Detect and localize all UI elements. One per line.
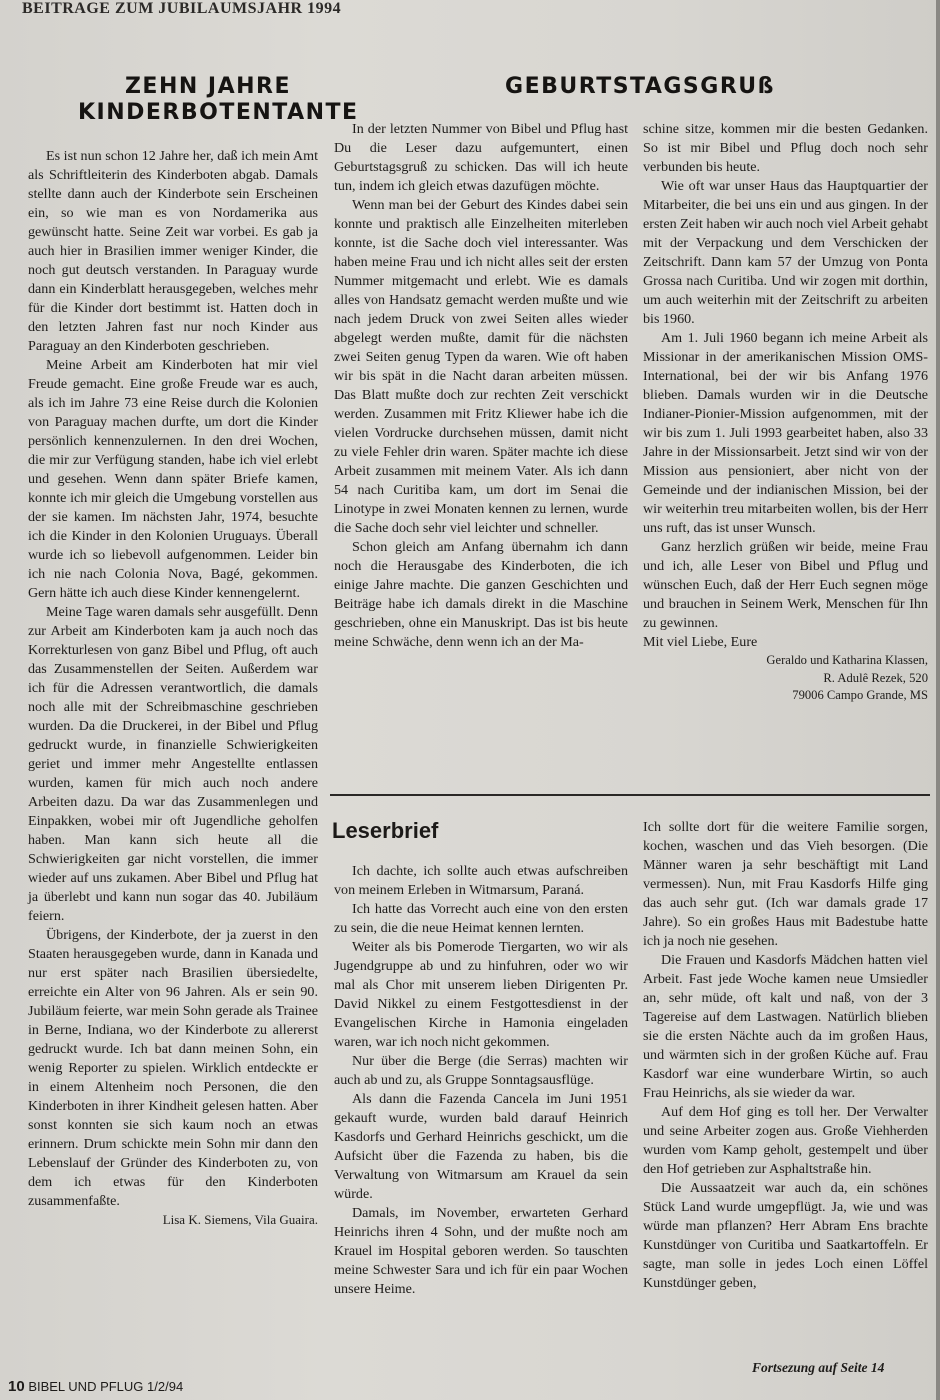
- article1-title: [78, 74, 359, 126]
- article2-paragraph: Am 1. Juli 1960 begann ich meine Arbeit als Missionar in der amerikanischen Mission OMS-International, bei der wir bis Anfang 1976 blieben. Damals wurden wir in die Deutsche Indianer-Pionier-Mission aufgenommen, mit der wir bis zum 1. Juli 1993 gearbeitet haben, also 33 Jahre in der Missionsarbeit. Jetzt sind wir von der Mission aus pensioniert, aber nicht von der Gemeinde und der indianischen Mission, bei der wir weiterhin treu mitarbeiten wollen, bis der Herr uns ruft, das ist unser Wunsch.: [643, 330, 928, 536]
- article2-paragraph: Schon gleich am Anfang übernahm ich dann noch die Herausgabe des Kinderboten, die ich einige Jahre machte. Die ganzen Geschichten und Beiträge habe ich damals direkt in die Maschine geschrieben, ohne ein Manuskript. Das ist bis heute meine Schwäche, denn wenn ich an der Ma-: [334, 539, 628, 650]
- article3-paragraph: Als dann die Fazenda Cancela im Juni 1951 gekauft wurde, wurden bald darauf Heinrich Kasdorfs und Gerhard Heinrichs geschickt, um die Aufsicht über die Fazenda zu haben, bis die Verwaltung von Witmarsum am Krauel da sein würde.: [334, 1091, 628, 1202]
- article1-title-line1: ZEHN JAHRE: [124, 74, 292, 99]
- page-number: 10: [8, 1378, 25, 1395]
- article3-paragraph: Auf dem Hof ging es toll her. Der Verwalter und seine Arbeiter zogen aus. Große Viehherden wurden vom Kamp geholt, gestempelt und über den Hof getrieben zur Asphaltstraße hin.: [643, 1104, 928, 1177]
- article2-signature-line: R. Adulê Rezek, 520: [823, 670, 928, 685]
- article2-paragraph: In der letzten Nummer von Bibel und Pflug hast Du die Leser dazu aufgemuntert, einen Geburtstagsgruß zu schicken. Das will ich heute tun, indem ich gleich etwas dazufügen möchte.: [334, 121, 628, 194]
- article3-paragraph: Nur über die Berge (die Serras) machten wir auch ab und zu, als Gruppe Sonntagsausflüge.: [334, 1053, 628, 1088]
- article2-title: GEBURTSTAGSGRUß: [505, 74, 775, 99]
- article2-paragraph: Ganz herzlich grüßen wir beide, meine Frau und ich, alle Leser von Bibel und Pflug und wünschen Euch, daß der Herr Euch segnen möge und brauchen in Seinem Werk, Menschen für Ihn zu gewinnen.: [643, 539, 928, 631]
- article2-paragraph: Wenn man bei der Geburt des Kindes dabei sein konnte und praktisch alle Einzelheiten miterleben konnte, ist die Sache doch viel interessanter. Was haben meine Frau und ich nicht alles seit der ersten Nummer mitgemacht und erlebt. Wie es damals alles von Handsatz gemacht werden mußte und wie nach jedem Druck von zwei Seiten alles wieder abgelegt werden mußte, damit für die nächsten zwei Seiten genug Typen da waren. Wie oft haben wir bis spät in die Nacht daran arbeiten müssen. Das Blatt mußte doch zur rechten Zeit verschickt werden. Zusammen mit Fritz Kliewer habe ich die vielen Vordrucke durchsehen müssen, damit nicht zu viele Fehler drin waren. Später machte ich diese Arbeit zusammen mit meinem Vater. Als ich dann 54 nach Curitiba kam, um dort im Senai die Linotype in zwei Monaten kennen zu lernen, wurde die Sache doch sehr viel leichter und schneller.: [334, 197, 628, 536]
- article2-paragraph: Wie oft war unser Haus das Hauptquartier der Mitarbeiter, die bei uns ein und aus gingen. In der ersten Zeit haben wir auch noch viel Arbeit gehabt mit der Verpackung und dem Verschicken der Zeitschrift. Dann kam 57 der Umzug von Ponta Grossa nach Curitiba. Und wir zogen mit dorthin, um auch weiterhin mit der Zeitschrift zu arbeiten bis 1960.: [643, 178, 928, 327]
- article2-signature-line: Geraldo und Katharina Klassen,: [766, 653, 928, 667]
- article1-title-line2: KINDERBOTENTANTE: [78, 100, 359, 125]
- issue-number: 1/2/94: [147, 1379, 184, 1394]
- article1-signature: Lisa K. Siemens, Vila Guaira.: [162, 1212, 318, 1227]
- article1-paragraph: Übrigens, der Kinderbote, der ja zuerst in den Staaten herausgegeben wurde, dann in Kanada und nur erst später nach Brasilien übersiedelte, erreichte ein Alter von 96 Jahren. Als er sein 90. Jubiläum feierte, war mein Sohn gerade als Trainee in Berne, Indiana, wo der Kinderbote zu allererst gedruckt wurde. Ich bat dann meinen Sohn, ein wenig Reporter zu spielen. Wirklich entdeckte er in einem Altenheim noch Personen, die den Kinderboten in ihrer Kindheit gelesen hatten. Aber sonst konnten sie sich kaum noch an etwas erinnern. Drum schickte mein Sohn mir dann den Lebenslauf der Gründer des Kinderboten zu, von dem ich etwas für den Kinderboten zusammenfaßte.: [28, 927, 318, 1209]
- article3-paragraph: Ich hatte das Vorrecht auch eine von den ersten zu sein, die die neue Heimat kennen lernten.: [334, 901, 628, 936]
- article1-paragraph: Meine Tage waren damals sehr ausgefüllt. Denn zur Arbeit am Kinderboten kam ja auch noch das Korrekturlesen von ganz Bibel und Pflug, oft auch das Zusammenstellen der Seiten. Außerdem war ich für die Adressen verantwortlich, die damals noch alle mit der Schreibmaschine geschrieben wurden. Da die Druckerei, in der Bibel und Pflug gedruckt wurde, in finanzielle Schwierigkeiten geriet und immer mehr Angestellte entlassen wurden, kamen für mich auch noch andere Arbeiten dazu. Da war das Zusammenlegen und Einpakken, wobei mir oft Jugendliche geholfen haben. Man kann sich heute all die Schwierigkeiten gar nicht vorstellen, die immer wieder auf uns zukamen. Aber Bibel und Pflug hat ja überlebt und kann nun sogar das 40. Jubiläum feiern.: [28, 604, 318, 924]
- article3-column-2: [643, 818, 928, 1293]
- article3-paragraph: Weiter als bis Pomerode Tiergarten, wo wir als Jugendgruppe ab und zu hinfuhren, oder wo wir mal als Chor mit unserem lieben Dirigenten Pr. David Nikkel zu einem Festgottesdienst in der Evangelischen Kirche in Hamonia eingeladen waren, war ich noch nicht gekommen.: [334, 939, 628, 1050]
- article1-paragraph: Es ist nun schon 12 Jahre her, daß ich mein Amt als Schriftleiterin des Kinderboten abgab. Damals stellte dann auch der Kinderbote sein Erscheinen ein, so wie man es von Nordamerika aus gewünscht hatte. Seine Zeit war vorbei. Es gab ja auch hier in Brasilien immer weniger Kinder, die noch gut deutsch verstanden. In Paraguay wurde dann ein Kinderblatt herausgegeben, welches mehr für die Kinder dort bestimmt ist. Hatten doch in den letzten Jahren fast nur noch Kinder aus Paraguay an den Kinderboten geschrieben.: [28, 148, 318, 354]
- article1-paragraph: Meine Arbeit am Kinderboten hat mir viel Freude gemacht. Eine große Freude war es auch, als ich im Jahre 73 eine Reise durch die Kolonien von Paraguay machen durfte, um dort die Kinder persönlich kennenzulernen. In den drei Wochen, die mir zur Verfügung standen, habe ich viel erlebt und gesehen. Wenn dann später Briefe kamen, konnte ich mir gleich die Umgebung vorstellen aus der sie kamen. Im nächsten Jahr, 1974, besuchte ich die Kinder in den Kolonien Uruguays. Überall wurde ich so liebevoll aufgenommen. Leider bin ich nie nach Colonia Nova, Bagé, gekommen. Gern hätte ich auch diese Kinder kennengelernt.: [28, 357, 318, 601]
- article3-paragraph: Die Aussaatzeit war auch da, ein schönes Stück Land wurde umgepflügt. Ja, wie und was würde man pflanzen? Herr Abram Ens brachte Kunstdünger von Curitiba und Saatkartoffeln. Er sagte, man solle in jedes Loch einen Löffel Kunstdünger geben,: [643, 1180, 928, 1291]
- article3-paragraph: Ich dachte, ich sollte auch etwas aufschreiben von meinem Erleben in Witmarsum, Paraná.: [334, 863, 628, 898]
- article3-title: Leserbrief: [332, 818, 439, 843]
- article3-paragraph: Ich sollte dort für die weitere Familie sorgen, kochen, waschen und das Vieh besorgen. (Die Männer waren ja sehr beschäftigt mit Land vermessen). Nun, mit Frau Kasdorfs Hilfe ging das auch sehr gut. (Ich war damals grade 17 Jahre). So ein großes Haus mit Badestube hatte ich ja noch nie gesehen.: [643, 819, 928, 949]
- article3-paragraph: Die Frauen und Kasdorfs Mädchen hatten viel Arbeit. Fast jede Woche kamen neue Umsiedler an, sehr müde, oft kalt und naß, von der 3 Tagereise auf dem Lastwagen. Natürlich blieben sie die ersten Nächte auch da im großen Haus, und wärmten sich in der großen Küche auf. Frau Kasdorf war eine wunderbare Wirtin, so auch Frau Heinrichs, als sie wieder da war.: [643, 952, 928, 1101]
- article3-column-1: [334, 862, 628, 1299]
- article2-column-1: [334, 120, 628, 652]
- article2-closing: Mit viel Liebe, Eure: [643, 634, 758, 650]
- publication-name: BIBEL UND PFLUG: [28, 1379, 144, 1394]
- continued-note: Fortsezung auf Seite 14: [752, 1360, 885, 1375]
- article1-body: [28, 147, 318, 1229]
- article3-paragraph: Damals, im November, erwarteten Gerhard Heinrichs ihren 4 Sohn, und der mußte noch am Krauel im Hospital geboren werden. So tauschten meine Schwester Sara und ich für ein paar Wochen unsere Heime.: [334, 1205, 628, 1297]
- page-footer: [8, 1378, 183, 1395]
- article2-signature-line: 79006 Campo Grande, MS: [792, 688, 928, 702]
- running-header: BEITRAGE ZUM JUBILAUMSJAHR 1994: [22, 0, 342, 17]
- section-divider: [330, 794, 930, 796]
- article2-paragraph: schine sitze, kommen mir die besten Gedanken. So ist mir Bibel und Pflug doch noch sehr verbunden bis heute.: [643, 121, 928, 175]
- article2-column-2: [643, 120, 928, 705]
- page-edge: [936, 0, 940, 1400]
